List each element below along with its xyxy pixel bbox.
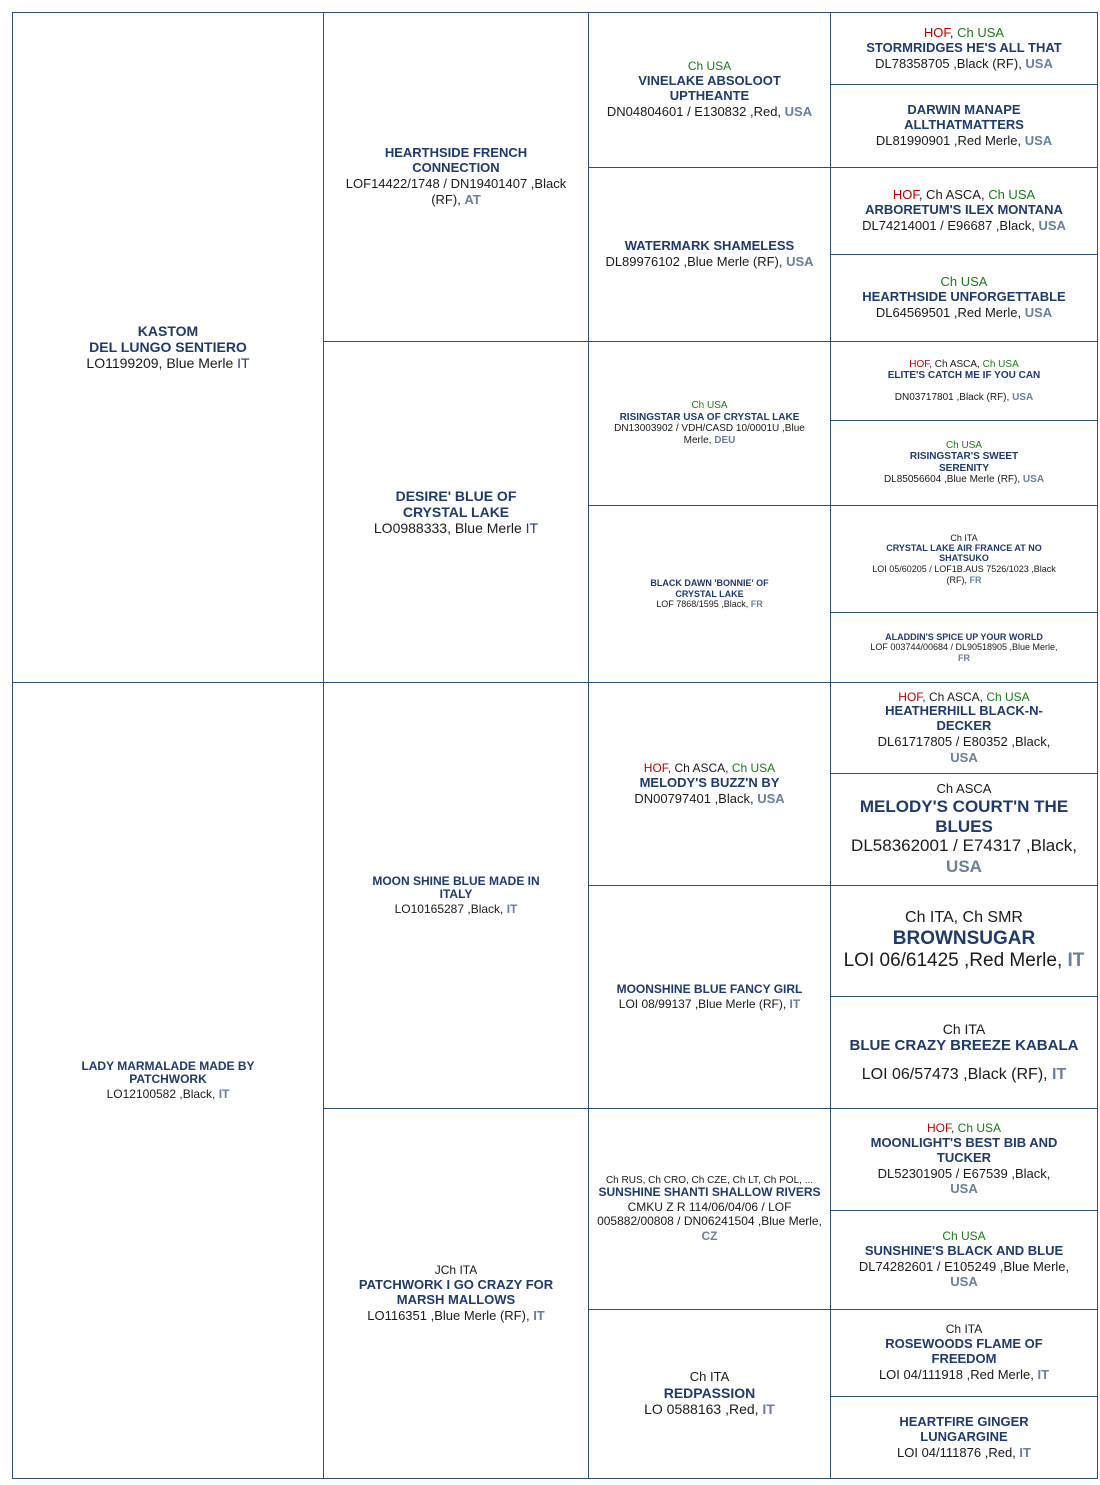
ddd-cell [588,1309,831,1479]
country-code: USA [950,749,978,765]
dog-info: DL89976102 ,Blue Merle (RF), USA [605,254,814,270]
dog-info: LOF14422/1748 / DN19401407 ,Black (RF), AT [345,176,567,207]
dog-name: DESIRE' BLUE OF CRYSTAL LAKE [395,487,517,520]
country-code: USA [950,1274,978,1290]
dog-info: LOF 7868/1595 ,Black, FR [656,598,763,609]
dog-info: LO0988333, Blue Merle IT [373,519,539,536]
dog-info: LOI 06/61425 ,Red Merle, IT [843,949,1085,971]
title-line: Ch ASCA [936,781,992,797]
country-code: USA [950,1181,978,1197]
title-line: Ch USA [942,1229,986,1244]
dog-name: ELITE'S CATCH ME IF YOU CAN [887,370,1041,381]
dog-name: ARBORETUM'S ILEX MONTANA [865,202,1063,218]
ssss-cell [830,12,1098,85]
dog-name: MOON SHINE BLUE MADE IN ITALY [372,873,540,902]
country-code: IT [237,355,250,372]
dss-cell [588,682,831,886]
dddd-cell [830,1396,1098,1479]
title-line: Ch ITA [945,1322,983,1337]
dog-name: BROWNSUGAR [892,927,1036,949]
title-line: Ch USA [687,59,732,74]
dog-info: LO 0588163 ,Red, IT [644,1401,775,1418]
dog-info: LO12100582 ,Black, IT [106,1087,230,1102]
sire-cell [12,12,324,683]
dog-name: REDPASSION [663,1385,756,1402]
dsdd-cell [830,996,1098,1109]
dog-info: DL58362001 / E74317 ,Black, USA [851,836,1077,876]
dog-info: LO1199209, Blue Merle IT [86,355,250,372]
dog-info: DN03717801 ,Black (RF), USA [894,391,1034,403]
dog-name: STORMRIDGES HE'S ALL THAT [866,39,1062,55]
dog-name: MELODY'S BUZZ'N BY [639,774,780,790]
title-line: Ch ITA, Ch SMR [905,909,1023,927]
dog-info: LO116351 ,Blue Merle (RF), IT [367,1307,545,1323]
dsss-cell [830,682,1098,774]
title-line: Ch USA [945,439,983,451]
country-code: DEU [714,435,736,446]
dog-info: DN04804601 / E130832 ,Red, USA [606,104,813,120]
title-line: JCh ITA [434,1262,478,1277]
dog-info: DN00797401 ,Black, USA [634,790,785,806]
title-line: Ch USA [940,274,988,290]
pedigree-table [12,12,1098,1479]
sds-cell [588,341,831,506]
ssd-cell [588,167,831,342]
country-code: USA [1024,305,1053,321]
ddsd-cell [830,1210,1098,1310]
ddss-cell [830,1108,1098,1211]
country-code: USA [1024,133,1053,149]
dog-name: HEATHERHILL BLACK-N-DECKER [885,703,1043,734]
dog-info: LO10165287 ,Black, IT [394,902,518,917]
dssd-cell [830,773,1098,886]
country-code: FR [750,598,763,609]
country-code: USA [1025,55,1053,71]
title-line: HOF, Ch USA [923,24,1005,40]
dog-info: LOI 04/111876 ,Red, IT [897,1444,1031,1460]
country-code: IT [1019,1444,1031,1460]
ssds-cell [830,167,1098,255]
dog-name: WATERMARK SHAMELESS [624,238,795,254]
dog-name: RISINGSTAR'S SWEET SERENITY [909,451,1019,474]
sd-cell [323,341,589,683]
country-code: USA [786,254,814,270]
dog-name: SUNSHINE'S BLACK AND BLUE [864,1242,1064,1258]
dog-name: DARWIN MANAPE ALLTHATMATTERS [904,102,1024,133]
country-code: IT [1067,949,1085,971]
dog-info: DN13003902 / VDH/CASD 10/0001U ,Blue Merle, DEU [614,423,805,446]
dog-name: BLACK DAWN 'BONNIE' OF CRYSTAL LAKE [650,578,769,599]
country-code: USA [784,104,813,120]
sss-cell [588,12,831,168]
dog-name: RISINGSTAR USA OF CRYSTAL LAKE [619,411,800,423]
dog-name: KASTOM DEL LUNGO SENTIERO [89,323,247,356]
dds-cell [588,1108,831,1310]
title-line: HOF, Ch ASCA, Ch USA [898,689,1030,704]
country-code: IT [1052,1065,1067,1083]
ddds-cell [830,1309,1098,1397]
dog-info: DL64569501 ,Red Merle, USA [875,305,1053,321]
country-code: IT [525,519,539,536]
country-code: IT [218,1087,230,1102]
dog-name: MOONLIGHT'S BEST BIB AND TUCKER [870,1134,1058,1165]
title-line: Ch ITA [942,1021,986,1038]
dog-info: LOF 003744/00684 / DL90518905 ,Blue Merle, FR [870,641,1058,663]
title-line: Ch RUS, Ch CRO, Ch CZE, Ch LT, Ch POL, ... [605,1174,814,1186]
country-code: USA [757,790,785,806]
country-code: IT [789,996,801,1011]
country-code: AT [464,191,481,207]
ssdd-cell [830,254,1098,342]
dog-info: DL61717805 / E80352 ,Black, USA [877,734,1051,765]
title-line: Ch ITA [689,1369,730,1385]
ds-cell [323,682,589,1109]
sdsd-cell [830,420,1098,506]
dog-name: CRYSTAL LAKE AIR FRANCE AT NO SHATSUKO [886,543,1042,564]
title-line: HOF, Ch USA [926,1121,1002,1136]
title-line: Ch USA [691,400,728,411]
sdds-cell [830,505,1098,613]
dsds-cell [830,885,1098,997]
sssd-cell [830,84,1098,168]
country-code: FR [969,574,982,585]
sddd-cell [830,612,1098,683]
country-code: IT [1037,1367,1050,1383]
dog-info: CMKU Z R 114/06/04/06 / LOF 005882/00808 / DN06241504 ,Blue Merle, CZ [597,1200,822,1243]
dog-name: HEARTHSIDE UNFORGETTABLE [862,289,1066,305]
title-line: HOF, Ch ASCA, Ch USA [643,760,776,775]
country-code: USA [1012,391,1034,403]
title-line: HOF, Ch ASCA, Ch USA [892,187,1036,203]
dog-info: DL81990901 ,Red Merle, USA [875,133,1053,149]
dog-info: DL74282601 / E105249 ,Blue Merle, USA [858,1258,1070,1290]
country-code: IT [506,902,518,917]
country-code: USA [1022,474,1045,486]
country-code: IT [762,1401,775,1418]
dsd-cell [588,885,831,1109]
dog-info: LOI 06/57473 ,Black (RF), IT [861,1065,1067,1083]
dog-info: DL78358705 ,Black (RF), USA [875,55,1053,71]
country-code: CZ [701,1228,718,1243]
dog-name: HEARTFIRE GINGER LUNGARGINE [899,1413,1029,1444]
country-code: FR [958,652,970,663]
dog-name: MOONSHINE BLUE FANCY GIRL [616,981,803,996]
title-line: Ch ITA [950,532,978,543]
dog-name: ALADDIN'S SPICE UP YOUR WORLD [885,631,1043,642]
sdss-cell [830,341,1098,421]
dog-info: DL74214001 / E96687 ,Black, USA [862,218,1066,234]
dog-name: PATCHWORK I GO CRAZY FOR MARSH MALLOWS [358,1276,554,1307]
dam-cell [12,682,324,1479]
dog-info: DL85056604 ,Blue Merle (RF), USA [883,474,1045,486]
title-line: HOF, Ch ASCA, Ch USA [909,358,1019,370]
dog-info: LOI 08/99137 ,Blue Merle (RF), IT [618,996,801,1011]
dog-name: ROSEWOODS FLAME OF FREEDOM [885,1336,1043,1367]
dog-name: VINELAKE ABSOLOOT UPTHEANTE [638,73,781,104]
dog-name: HEARTHSIDE FRENCH CONNECTION [384,145,528,176]
ss-cell [323,12,589,342]
dog-info: LOI 05/60205 / LOF1B.AUS 7526/1023 ,Black (RF), FR [872,563,1056,585]
dd-cell [323,1108,589,1479]
sdd-cell [588,505,831,683]
country-code: USA [1038,218,1066,234]
dog-info: LOI 04/111918 ,Red Merle, IT [878,1367,1050,1383]
dog-name: SUNSHINE SHANTI SHALLOW RIVERS [598,1185,821,1200]
dog-info: DL52301905 / E67539 ,Black, USA [877,1165,1051,1197]
dog-name: MELODY'S COURT'N THE BLUES [859,797,1069,836]
dog-name: BLUE CRAZY BREEZE KABALA [849,1037,1079,1055]
country-code: IT [533,1307,545,1323]
country-code: USA [946,856,982,876]
dog-name: LADY MARMALADE MADE BY PATCHWORK [81,1058,255,1087]
